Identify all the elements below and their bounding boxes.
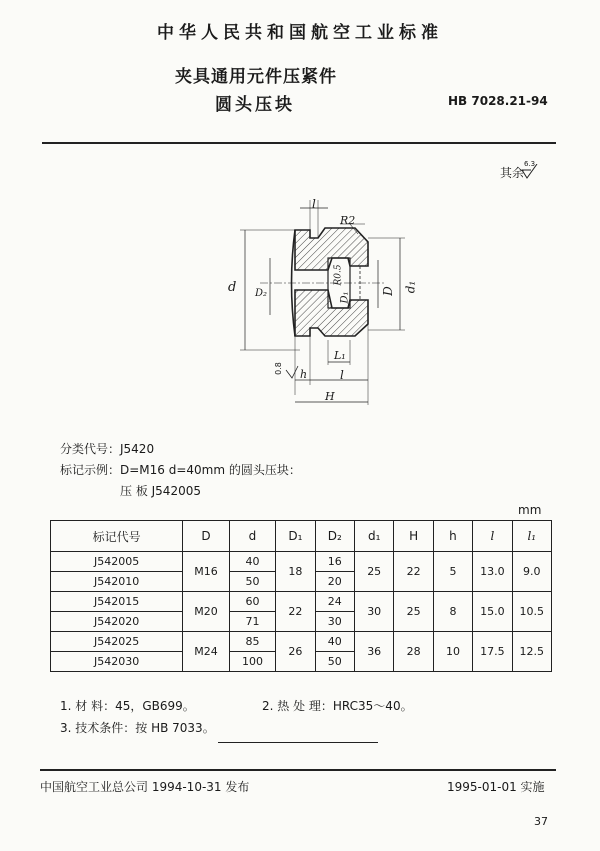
cell-l1: 10.5 <box>512 592 551 632</box>
header-rule <box>42 142 556 144</box>
cell-l: 13.0 <box>473 552 512 592</box>
page-number: 37 <box>534 815 548 828</box>
cell-h: 8 <box>433 592 472 632</box>
cell-D1: 26 <box>276 632 315 672</box>
cell-H: 22 <box>394 552 433 592</box>
note-technical-conditions: 3. 技术条件：按 HB 7033。 <box>60 721 215 735</box>
document-subtitle: 圆头压块 <box>215 95 295 115</box>
cell-l1: 9.0 <box>512 552 551 592</box>
dim-d1-outer: d₁ <box>403 280 418 294</box>
cell-D2: 40 <box>315 632 354 652</box>
marking-example-value: 压 板 J542005 <box>120 484 201 498</box>
header-D: D <box>183 521 229 552</box>
header-code: 标记代号 <box>51 521 183 552</box>
cell-D2: 50 <box>315 652 354 672</box>
dim-d1-inner: D₁ <box>339 291 351 304</box>
cell-D2: 24 <box>315 592 354 612</box>
cell-code: J542025 <box>51 632 183 652</box>
dim-l-top: l <box>312 197 316 211</box>
cell-D1: 22 <box>276 592 315 632</box>
standard-code: HB 7028.21-94 <box>448 94 548 108</box>
cell-d: 40 <box>229 552 275 572</box>
marking-example: 标记示例：D=M16 d=40mm 的圆头压块： <box>60 463 301 477</box>
cell-h: 5 <box>433 552 472 592</box>
table-row <box>51 632 552 652</box>
cell-d: 85 <box>229 632 275 652</box>
dimension-table <box>50 520 552 672</box>
cell-l: 17.5 <box>473 632 512 672</box>
header-l1: l₁ <box>512 521 551 552</box>
roughness-small: 0.8 <box>273 362 283 375</box>
cell-D2: 20 <box>315 572 354 592</box>
cell-d: 60 <box>229 592 275 612</box>
cell-D1: 18 <box>276 552 315 592</box>
header-h: h <box>433 521 472 552</box>
dim-r2: R2 <box>340 214 356 227</box>
roughness-symbol-icon <box>520 164 540 182</box>
cell-d1: 25 <box>355 552 394 592</box>
cell-D2: 30 <box>315 612 354 632</box>
cell-code: J542015 <box>51 592 183 612</box>
cell-code: J542005 <box>51 552 183 572</box>
part-drawing <box>200 190 440 420</box>
note-heat-treatment: 2. 热 处 理：HRC35～40。 <box>262 699 413 713</box>
cell-D2: 16 <box>315 552 354 572</box>
notes-end-rule <box>218 742 378 743</box>
dim-l1: L₁ <box>334 349 346 362</box>
header-d1: d₁ <box>355 521 394 552</box>
roughness-label: 其余 <box>500 166 525 180</box>
cell-code: J542020 <box>51 612 183 632</box>
cell-code: J542010 <box>51 572 183 592</box>
dim-h-total: H <box>325 390 335 403</box>
note-material: 1. 材 料：45，GB699。 <box>60 699 195 713</box>
dim-d-thread: D <box>380 286 395 296</box>
table-header-row <box>51 521 552 552</box>
cell-H: 28 <box>394 632 433 672</box>
roughness-value: 6.3 <box>524 160 536 168</box>
dim-h: h <box>300 368 308 381</box>
cell-d1: 30 <box>355 592 394 632</box>
cell-d1: 36 <box>355 632 394 672</box>
table-row <box>51 552 552 572</box>
cell-d: 50 <box>229 572 275 592</box>
cell-l: 15.0 <box>473 592 512 632</box>
cell-d: 100 <box>229 652 275 672</box>
cell-code: J542030 <box>51 652 183 672</box>
cell-l1: 12.5 <box>512 632 551 672</box>
standard-title: 中华人民共和国航空工业标准 <box>157 23 443 43</box>
header-d: d <box>229 521 275 552</box>
dim-l-bottom: l <box>340 368 344 382</box>
classification-code: 分类代号：J5420 <box>60 442 155 456</box>
header-D2: D₂ <box>315 521 354 552</box>
table-row <box>51 592 552 612</box>
dim-r05: R0.5 <box>333 264 344 286</box>
issue-date: 中国航空工业总公司 1994-10-31 发布 <box>40 780 250 794</box>
unit-label: mm <box>518 503 542 517</box>
dim-d2: D₂ <box>255 288 268 299</box>
document-title: 夹具通用元件压紧件 <box>175 67 337 87</box>
effective-date: 1995-01-01 实施 <box>447 780 545 794</box>
header-D1: D₁ <box>276 521 315 552</box>
dim-d: d <box>228 280 237 295</box>
cell-H: 25 <box>394 592 433 632</box>
cell-D: M24 <box>183 632 229 672</box>
header-H: H <box>394 521 433 552</box>
cell-h: 10 <box>433 632 472 672</box>
footer-rule <box>40 769 556 771</box>
header-l: l <box>473 521 512 552</box>
cell-d: 71 <box>229 612 275 632</box>
cell-D: M16 <box>183 552 229 592</box>
cell-D: M20 <box>183 592 229 632</box>
